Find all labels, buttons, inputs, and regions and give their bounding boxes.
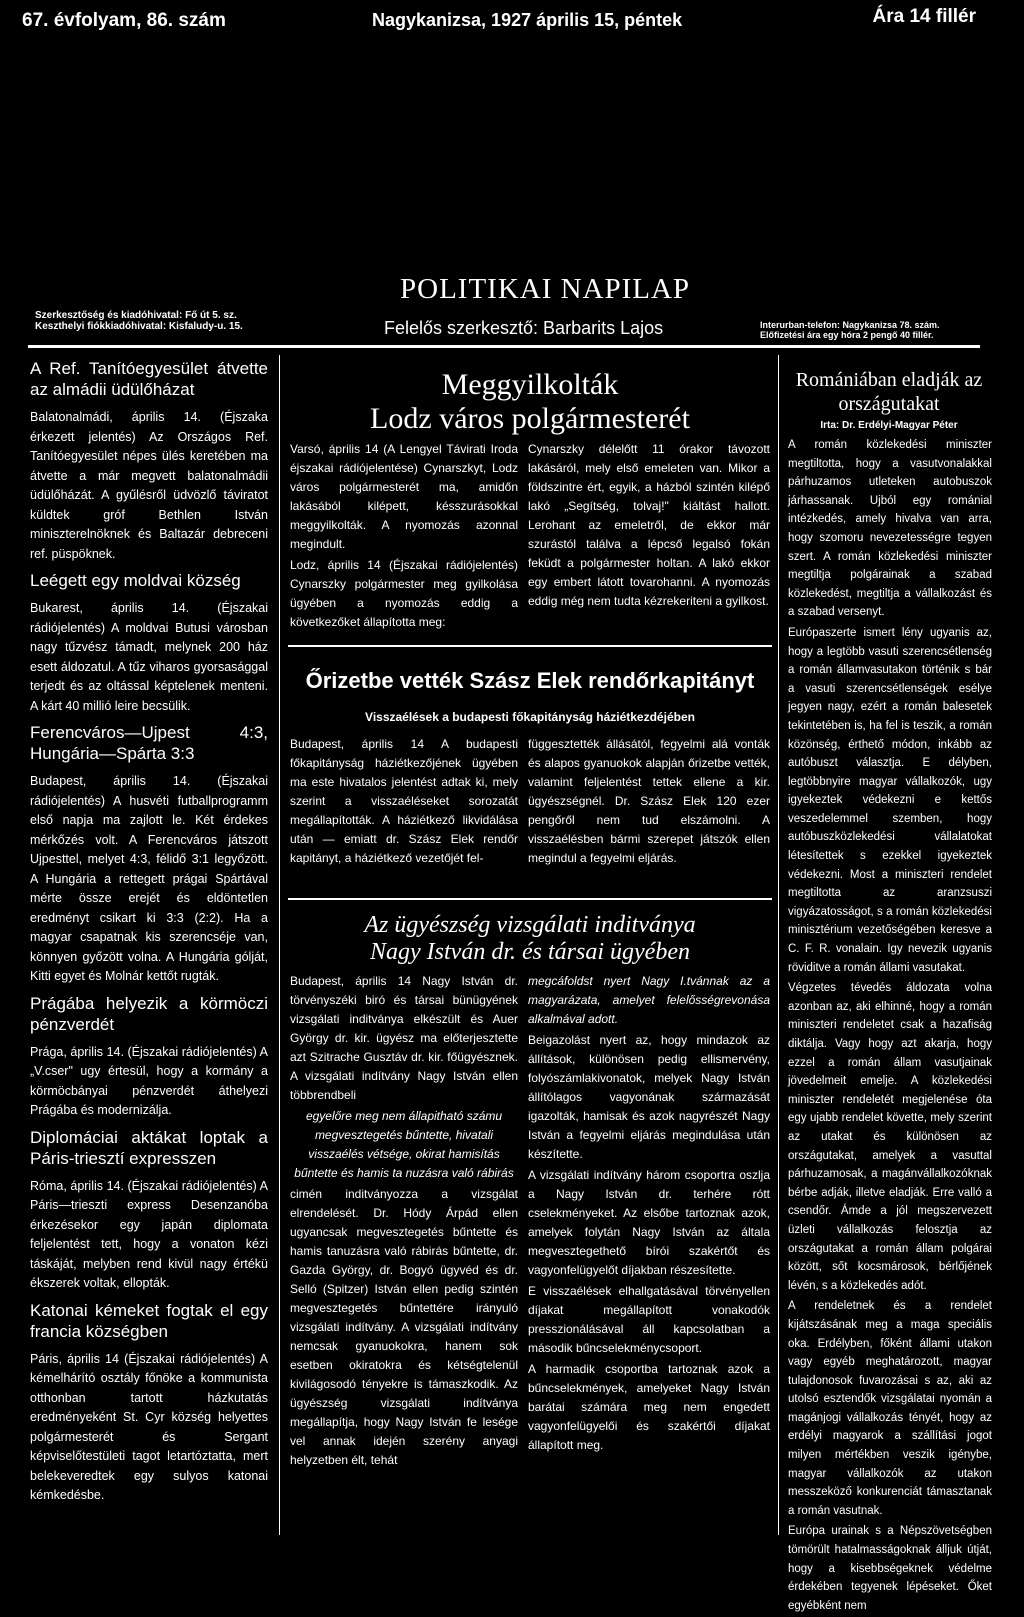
office-info-line: Szerkesztőség és kiadóhivatal: Fő út 5. sz. (35, 310, 237, 321)
article-teacher-association: Balatonalmádi, április 14. (Éjszaka érkezett jelentés) Az Országos Ref. Tanítóegyesület népes ülés keretében ma átvette a már megvett balatonalmádii üdülőházát. A gyűlésről üdvözlő táviratot küldtek gróf Bethlen István miniszterelnöknek és Baltazár debreceni ref. püspöknek. (30, 410, 268, 561)
headline-romania-roads: Romániában eladják az országutakat (795, 369, 983, 415)
headline-lodz-mayor (288, 368, 772, 436)
article-prosecutor-4: Beigazolást nyert az, hogy mindazok az állítások, különösen pedig ellismervény, folyószámlakivonatok, melyek Nagy István állítólagos vagyonának származását igazolták, hamisak és azok nagyrészét Nagy István a fegyelmi eljárás megindulása után készítette. (528, 1033, 770, 1161)
article-prosecutor-7: A harmadik csoportba tartoznak azok a bűncselekmények, amelyeket Nagy István barátai számára meg nem engedett vagyonfelügyelői és szakértői díjakat állapított meg. (528, 1362, 770, 1452)
szasz-column-right (528, 735, 770, 870)
article-romania-3: Végzetes tévedés áldozata volna azonban az, aki elhinné, hogy a román miniszteri rendeletet csak a hazafiság diktálja. Vagy hogy azt akarja, hogy ezzel a román állam vasutjainak jövedelmeit emelje. A közlekedési miniszter rendeletét megjelenése óta egy ujabb rendelet követte, mely szerint az utakat és különösen az országutakat, amelyek a vasuttal párhuzamosak, a magánvállalkozóknak bérbe adják, illetve eladják. Erre valló a csendőr. Ámde a jól megszervezett üzleti vállalkozás felosztja az országutakat a román állam polgárai között, sőt kocsmárosok, bérlőjének lévén, s a közlekedés adót. (788, 982, 992, 1292)
headline-line: Lodz város polgármesterét (370, 402, 690, 435)
column-4 (788, 436, 992, 1617)
office-info (35, 310, 243, 332)
article-football: Budapest, április 14. (Éjszakai rádiójelentés) A husvéti futballprogramm első napja ma zajlott le. Két érdekes mérkőzés volt. A Ferencváros játszott Ujpesttel, melyet 4:3, félidő 3:1 legyőzött. A Hungária a rettegett prágai Spártával mérte össze erejét és eldöntetlen eredményt csikart ki 3:3 (2:2). Ha a magyar csapatnak kis szerencséje van, könnyen győzött volna. A Hungária gólját, Kitti egyet és Molnár kettőt rugták. (30, 774, 268, 983)
byline: Irta: Dr. Erdélyi-Magyar Péter (820, 420, 958, 431)
headline-moldavia-fire: Leégett egy moldvai község (30, 571, 241, 590)
article-mint: Prága, április 14. (Éjszakai rádiójelentés) A „V.cser" ugy értesül, hogy a kormány a körmöcbányai pénzverdét áthelyezi Prágába és modernizálja. (30, 1044, 268, 1117)
article-prosecutor-charges: egyelőre meg nem állapitható számu megvesztegetés bűntette, hivatali visszaélés vétsége, okirat hamisítás bűntette és hamis ta nuzásra való rábirás (294, 1109, 514, 1180)
article-prosecutor-5: A vizsgálati indítvány három csoportra oszlja a Nagy István dr. terhére rótt cselekményeket. Az elsőbe tartoznak azok, amelyek folytán Nagy István az általa megvesztegethető bírói szakértőt és vagyonfelügyelőt díjakban részesítette. (528, 1168, 770, 1277)
headline-mint: Prágába helyezik a körmöczi pénzverdét (30, 993, 268, 1034)
article-prosecutor-1: Budapest, április 14 Nagy István dr. törvényszéki biró és társai bünügyének vizsgálati inditványa elkészült és Auer György dr. kir. ügyész ma előterjesztette azt Szitrache Gusztáv dr. kir. főügyésznek. A vizsgálati indítvány Nagy István ellen többrendbeli (290, 974, 518, 1102)
lodz-column-right (528, 440, 770, 613)
article-romania-2: Európaszerte ismert lény ugyanis az, hogy a legtöbb vasuti szerencsétlenség a román államvasutakon történik s bár a vasuti szerencsétlenségek esélye jegyen nagy, ezért a román balesetek tekintetében is, ha fel is teszik, a román közönség, érthető módon, inkább az autóbuszt választja. E délyben, legtöbbnyire magyar vállalkozók, ugy igyekeztek védekezni e kettős veszedelemmel szemben, hogy autóbuszközlekedési vállalatokat létesítettek s ezekkel igyekeztek védekezni. Most a miniszteri rendelet megtiltotta az aranzsuszi vigyázatosságot, s a román közlekedési minisztérium vezetőségében keresve a C. F. R. vonalain. Igy nevezik ugyanis röviditve a román állami vasutakat. (788, 626, 992, 974)
prosecutor-column-left (290, 972, 518, 1472)
column-1 (30, 358, 268, 1508)
headline-line: Nagy István dr. és társai ügyében (370, 939, 690, 965)
headline-football: Ferencváros—Ujpest 4:3, Hungária—Spárta 3:3 (30, 723, 268, 763)
article-szasz-2: függesztették állásától, fegyelmi alá vonták és alapos gyanuokok alapján őrizetbe vették, valamint feljelentést tettek ellene a kir. ügyészségnél. Dr. Szász Elek 120 ezer pengőről nem tud elszámolni. A visszaélésben bármi szerepet játszók ellen megindul a fegyelmi eljárás. (528, 737, 770, 865)
subscription-line: Előfizetési ára egy hóra 2 pengő 40 fillér. (760, 330, 934, 340)
article-lodz-3: Cynarszky délelőtt 11 órakor távozott lakásáról, mely első emeleten van. Mikor a földszintre ért, egyik, a házból szintén kilépő lakó „Segítség, tolvaj!" kiáltást hallott. Lerohant az emeletről, de ekkor már szurástól találva a lépcső legalsó fokán feküdt a polgármester holtan. A lakó ekkor egy embert látott tovarohanni. A nyomozás eddig még nem tudta kézrekeriteni a gyilkost. (528, 442, 770, 608)
article-express-theft: Róma, április 14. (Éjszakai rádiójelentés) A Páris—trieszti express Desenzanóba érkezésekor egy japán diplomata feljelentést tett, hogy a vonaton kézi táskáját, melyben rend kivül nagy értékü ékszerek voltak, ellopták. (30, 1178, 268, 1290)
article-prosecutor-3: megcáfoldst nyert Nagy I.tvánnak az a magyarázata, amelyet felelősségrevonása alkalmával adott. (528, 974, 770, 1026)
article-romania-1: A román közlekedési miniszter megtiltotta, hogy a vasutvonalakkal párhuzamos utleteken autobuszok járhassanak. Ujból egy románial intézkedés, amely hivalva van arra, hogy szomoru nevezetességre tegyen szert. A román közlekedési miniszter megtiltja polgárainak a szabad közlekedést, megtiltja a vállalkozást és a szabad versenyt. (788, 439, 992, 619)
headline-prosecutor (288, 912, 772, 966)
column-divider (778, 355, 779, 1535)
headline-spies: Katonai kémeket fogtak el egy francia községben (30, 1300, 268, 1341)
headline-express-theft: Diplomáciai aktákat loptak a Páris-triesztí expresszen (30, 1127, 268, 1168)
headline-line: Az ügyészség vizsgálati inditványa (364, 912, 696, 938)
article-lodz-2: Lodz, április 14 (Éjszakai rádiójelentés) Cynarszky polgármester meg gyilkolása ügyében a nyomozás eddig a következőket állapította meg: (290, 558, 518, 629)
top-bar (0, 0, 1024, 52)
subscription-line: Interurban-telefon: Nagykanizsa 78. szám. (760, 320, 940, 330)
headline-szasz: Őrizetbe vették Szász Elek rendőrkapitányt (305, 668, 755, 693)
prosecutor-column-right (528, 972, 770, 1457)
lodz-column-left (290, 440, 518, 634)
article-szasz-1: Budapest, április 14 A budapesti főkapitányság háziétkezőjének ügyében ma este hivatalos jelentést adtak ki, mely szerint a visszaéléseket sorozatát megállapították. A háziétkező likvidálása után — emiatt dr. Szász Elek rendőr kapitányt, a háziétkező vezetőjét fel- (290, 737, 518, 865)
place-date: Nagykanizsa, 1927 április 15, péntek (372, 10, 683, 30)
article-romania-4: A rendeletnek és a rendelet kijátszásának meg a maga speciális oka. Erdélyben, főként állami utakon vagy egyéb meghatározott, magyar tulajdonosok fuvarozásai s az, aki az utolsó esztendők vizsgálatai nyomán a magánjogi vállalkozás tényét, hogy az erdélyi magyarok a szállítási jogot milyen mértékben veszik igénybe, magyar vállalkozók az utakon messzeköző konkurenciát támasztanak a román vasutnak. (788, 1300, 992, 1517)
article-moldavia-fire: Bukarest, április 14. (Éjszakai rádiójelentés) A moldvai Butusi városban nagy tűzvész támadt, melynek 200 ház esett áldozatul. A tűz viharos gyorsasággal terjedt és az oltással képtelenek menteni. A kárt 40 millió leire becsülik. (30, 601, 268, 713)
headline-line: Meggyilkolták (441, 368, 619, 401)
article-prosecutor-2: cimén inditványozza a vizsgálat elrendelését. Dr. Hódy Árpád ellen ugyancsak megvesztegetés bűntette és hamis tanuzásra való rábirás bűntette, dr. Gazda György, dr. Bogyó ügyvéd és dr. Selló (Spitzer) István ellen pedig szintén megvesztegetés bűntettére irányuló vizsgálati indítvány. A vizsgálati indítvány nemcsak gyanuokokra, hanem sok esetben okiratokra és kétségtelenül kivilágosodó tényekre is támaszkodik. Az ügyészség vizsgálati indítványa megállapítja, hogy Nagy István fe lesége vel annak idején szerény anyagi helyzetben élt, tehát (290, 1187, 518, 1467)
subheadline-szasz: Visszaélések a budapesti főkapitányság háziétkezdéjében (365, 710, 695, 724)
headline-teacher-association: A Ref. Tanítóegyesület átvette az almádii üdülőházat (30, 359, 268, 399)
article-prosecutor-6: E visszaélések elhallgatásával törvényellen díjakat megállapított vonakodók presszionálásával áll kapcsolatban a második bűncselekménycsoport. (528, 1284, 770, 1355)
article-lodz-1: Varsó, április 14 (A Lengyel Távirati Iroda éjszakai rádiójelentése) Cynarszkyt, Lodz város polgármesterét ma, amidőn lakásából kilépett, késszurásokkal meggyilkolták. A nyomozás azonnal megindult. (290, 442, 518, 551)
price: Ára 14 fillér (872, 6, 976, 27)
volume-issue: 67. évfolyam, 86. szám (22, 10, 226, 31)
section-rule (288, 898, 772, 900)
article-romania-5: Európa urainak s a Népszövetségben tömörült hatalmasságoknak álljuk útját, hogy a kisebbségeknek védelme érdekében tegyenek lépéseket. Őket egyébként nem (788, 1525, 992, 1612)
editor-line: Felelős szerkesztő: Barbarits Lajos (384, 318, 664, 338)
subscription-info (760, 320, 940, 340)
masthead-rule (28, 345, 980, 348)
column-divider (279, 355, 280, 1535)
masthead-title: POLITIKAI NAPILAP (400, 273, 691, 305)
section-rule (288, 645, 772, 647)
office-info-line: Keszthelyi fiókkiadóhivatal: Kisfaludy-u. 15. (35, 321, 243, 332)
szasz-column-left (290, 735, 518, 870)
article-spies: Páris, április 14 (Éjszakai rádiójelentés) A kémelhárító osztály főnöke a kommunista otthonban tartott házkutatás eredményeként St. Cyr község helyettes polgármesterét és Sergant képviselőtestületi tagot letartóztatta, mert belekeveredtek egy sulyos katonai kémkedésbe. (30, 1351, 268, 1502)
